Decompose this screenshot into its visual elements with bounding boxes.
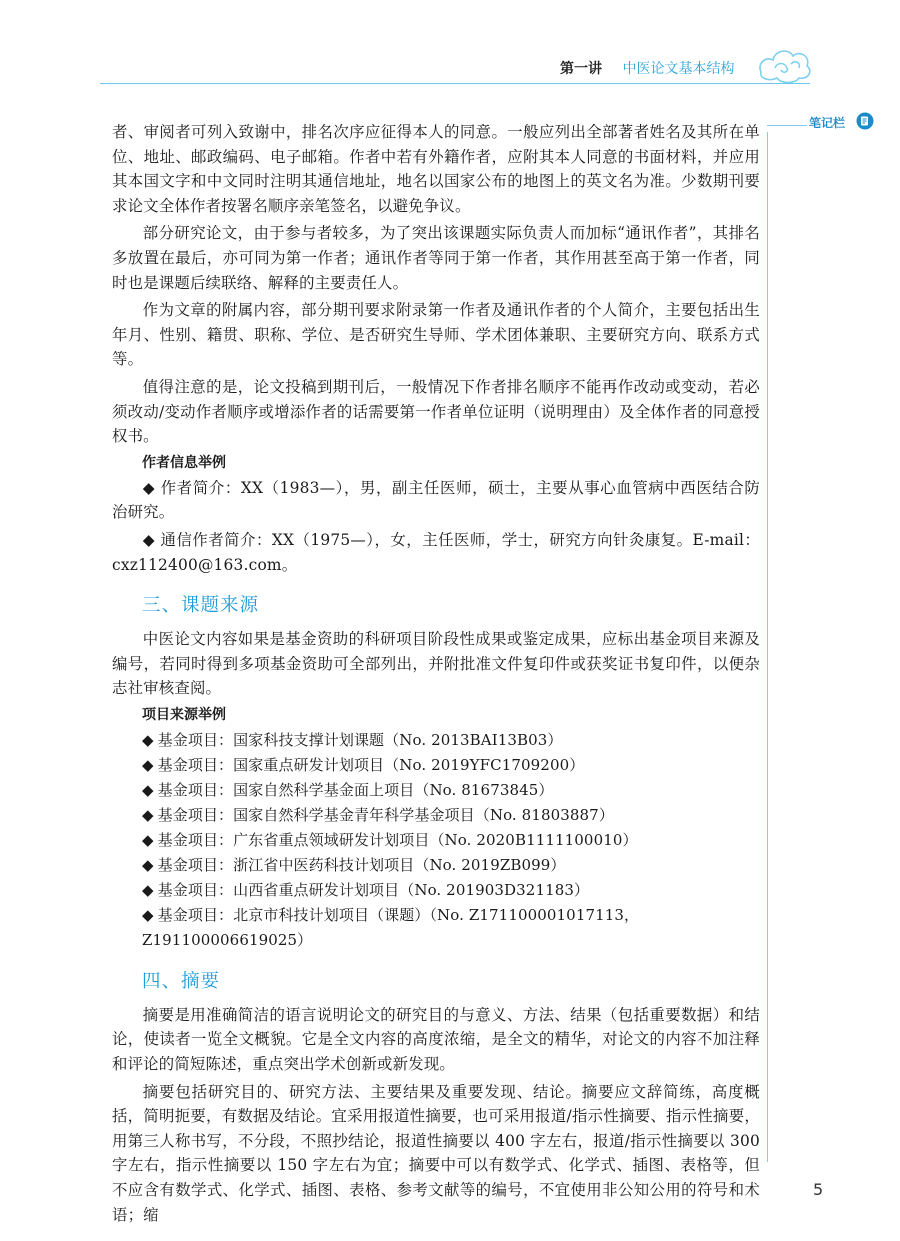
list-item — [112, 853, 760, 878]
notes-label: 笔记栏 — [809, 116, 846, 130]
funding-item-text: 基金项目：浙江省中医药科技计划项目（No. 2019ZB099） — [157, 855, 566, 874]
page-number: 5 — [813, 1180, 824, 1199]
funding-item-text: 基金项目：北京市科技计划项目（课题）（No. Z171100001017113，Z191100006619025） — [142, 905, 640, 949]
running-head — [560, 58, 734, 78]
list-item — [112, 728, 760, 753]
list-item — [112, 828, 760, 853]
pencil-note-icon — [856, 112, 874, 130]
page-header — [0, 0, 900, 100]
chapter-title: 中医论文基本结构 — [622, 61, 735, 77]
funding-item-text: 基金项目：广东省重点领域研发计划项目（No. 2020B1111100010） — [157, 830, 638, 849]
funding-item-text: 基金项目：山西省重点研发计划项目（No. 201903D321183） — [157, 880, 590, 899]
paragraph: 摘要包括研究目的、研究方法、主要结果及重要发现、结论。摘要应文辞简练，高度概括，简明扼要，有数据及结论。宜采用报道性摘要，也可采用报道/指示性摘要、指示性摘要，用第三人称书写，不分段，不照抄结论，报道性摘要以 400 字左右，报道/指示性摘要以 300 字左右，指示性摘要以 150 字左右为宜；摘要中可以有数学式、化学式、插图、表格等，但不应含有数学式、化学式、插图、表格、参考文献等的编号，不宜使用非公知公用的符号和术语；缩 — [112, 1082, 760, 1224]
diamond-bullet-icon: ◆ — [142, 880, 154, 899]
list-item — [112, 803, 760, 828]
section-title-abstract: 四、摘要 — [142, 970, 221, 992]
notes-top-rule — [767, 125, 807, 126]
diamond-bullet-icon: ◆ — [142, 730, 154, 749]
author-example-item: ◆ 作者简介：XX（1983—），男，副主任医师，硕士，主要从事心血管病中西医结合防治研究。 — [112, 478, 760, 522]
lecture-label: 第一讲 — [560, 61, 602, 77]
diamond-bullet-icon: ◆ — [142, 805, 154, 824]
paragraph: 摘要是用准确简洁的语言说明论文的研究目的与意义、方法、结果（包括重要数据）和结论，使读者一览全文概貌。它是全文内容的高度浓缩，是全文的精华，对论文的内容不加注释和评论的简短陈述，重点突出学术创新或新发现。 — [112, 1005, 760, 1074]
main-content — [112, 120, 760, 1230]
diamond-bullet-icon: ◆ — [142, 830, 154, 849]
author-example-item: ◆ 通信作者简介：XX（1975—），女，主任医师，学士，研究方向针灸康复。E-mail：cxz112400@163.com。 — [112, 530, 760, 574]
paragraph: 值得注意的是，论文投稿到期刊后，一般情况下作者排名顺序不能再作改动或变动，若必须改动/变动作者顺序或增添作者的话需要第一作者单位证明（说明理由）及全体作者的同意授权书。 — [112, 377, 760, 446]
funding-example-heading: 项目来源举例 — [142, 706, 226, 723]
section-title-source: 三、课题来源 — [142, 595, 260, 617]
funding-item-text: 基金项目：国家科技支撑计划课题（No. 2013BAI13B03） — [157, 730, 563, 749]
funding-item-text: 基金项目：国家重点研发计划项目（No. 2019YFC1709200） — [157, 755, 585, 774]
paragraph: 者、审阅者可列入致谢中，排名次序应征得本人的同意。一般应列出全部著者姓名及其所在单位、地址、邮政编码、电子邮箱。作者中若有外籍作者，应附其本人同意的书面材料，并应用其本国文字和中文同时注明其通信地址，地名以国家公布的地图上的英文名为准。少数期刊要求论文全体作者按署名顺序亲笔签名，以避免争议。 — [112, 123, 760, 215]
notes-vertical-rule — [767, 132, 768, 1162]
diamond-bullet-icon: ◆ — [142, 780, 154, 799]
funding-item-text: 基金项目：国家自然科学基金面上项目（No. 81673845） — [157, 780, 554, 799]
list-item — [112, 903, 760, 953]
diamond-bullet-icon: ◆ — [142, 755, 154, 774]
diamond-bullet-icon: ◆ — [142, 855, 154, 874]
list-item — [112, 878, 760, 903]
funding-item-text: 基金项目：国家自然科学基金青年科学基金项目（No. 81803887） — [157, 805, 614, 824]
paragraph: 作为文章的附属内容，部分期刊要求附录第一作者及通讯作者的个人简介，主要包括出生年月、性别、籍贯、职称、学位、是否研究生导师、学术团体兼职、主要研究方向、联系方式等。 — [112, 301, 760, 369]
diamond-bullet-icon: ◆ — [142, 905, 154, 924]
funding-list — [112, 728, 760, 953]
paragraph: 部分研究论文，由于参与者较多，为了突出该课题实际负责人而加标“通讯作者”，其排名多放置在最后，亦可同为第一作者；通讯作者等同于第一作者，其作用甚至高于第一作者，同时也是课题后续联络、解释的主要责任人。 — [112, 224, 760, 292]
header-rule — [100, 83, 810, 84]
list-item — [112, 778, 760, 803]
paragraph: 中医论文内容如果是基金资助的科研项目阶段性成果或鉴定成果，应标出基金项目来源及编号，若同时得到多项基金资助可全部列出，并附批准文件复印件或获奖证书复印件，以便杂志社审核查阅。 — [112, 630, 760, 698]
author-example-heading: 作者信息举例 — [142, 454, 226, 471]
notes-column — [767, 110, 887, 1160]
cloud-ornament-icon — [755, 42, 815, 86]
list-item — [112, 753, 760, 778]
